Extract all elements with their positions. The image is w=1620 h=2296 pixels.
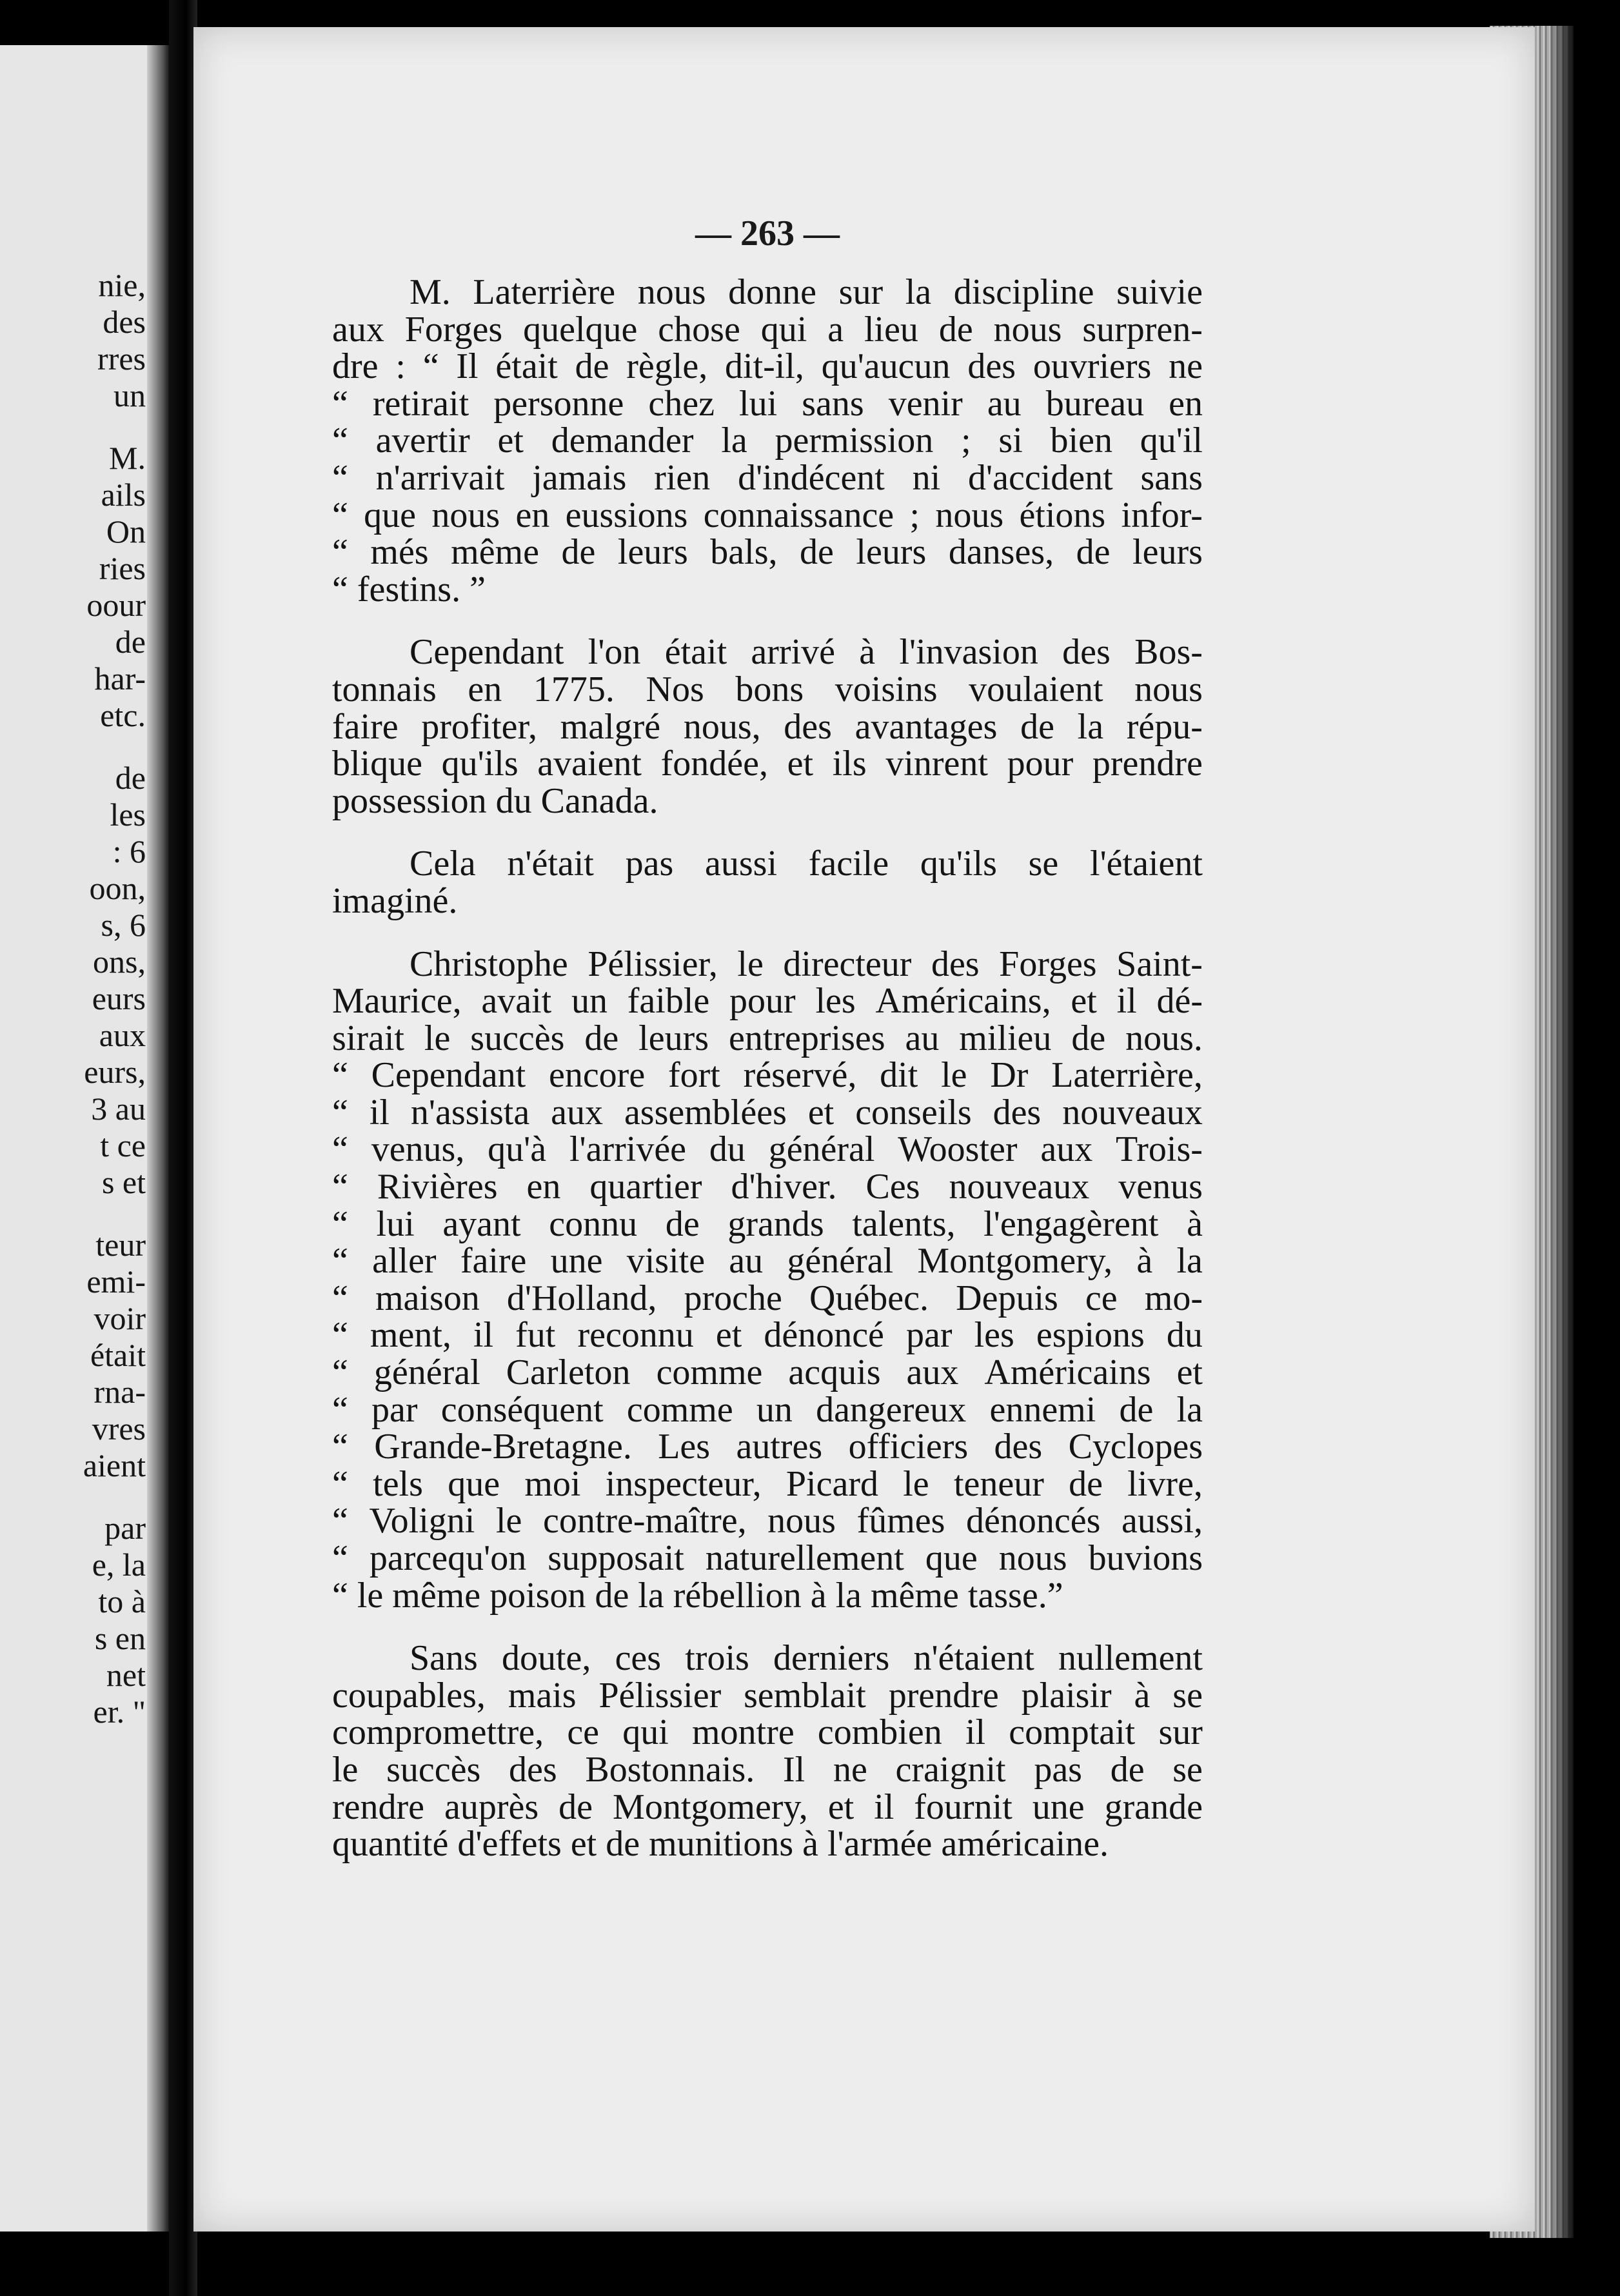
previous-page-fragment: etc. <box>100 697 146 733</box>
previous-page-fragment <box>83 1201 146 1227</box>
previous-page-fragment: s, 6 <box>101 907 146 943</box>
previous-page-fragment: M. <box>109 440 146 476</box>
text-line: Sans doute, ces trois derniers n'étaient nullement <box>410 1638 1203 1679</box>
previous-page-fragment <box>83 414 146 440</box>
text-line: “ avertir et demander la permission ; si bien qu'il <box>332 421 1203 461</box>
text-line: “ Grande-Bretagne. Les autres officiers des Cyclopes <box>332 1427 1203 1467</box>
previous-page-fragment: ries <box>99 550 146 586</box>
text-line: possession du Canada. <box>332 780 658 821</box>
text-line: quantité d'effets et de munitions à l'armée américaine. <box>332 1824 1109 1865</box>
previous-page-fragment: s et <box>101 1164 146 1200</box>
previous-page-fragment: On <box>106 513 146 549</box>
text-line: coupables, mais Pélissier semblait prendre plaisir à se <box>332 1675 1203 1716</box>
previous-page-strip <box>0 45 169 2232</box>
text-line: “ ment, il fut reconnu et dénoncé par les espions du <box>332 1315 1203 1356</box>
previous-page-fragment: vres <box>92 1410 146 1447</box>
previous-page-fragment: net <box>106 1657 146 1693</box>
previous-page-fragment: aux <box>99 1017 146 1053</box>
text-line: “ Cependant encore fort réservé, dit le Dr Laterrière, <box>332 1055 1203 1096</box>
previous-page-fragment: 3 au <box>91 1091 146 1127</box>
text-line: Maurice, avait un faible pour les Américains, et il dé- <box>332 981 1203 1022</box>
previous-page-fragment: oour <box>86 587 146 623</box>
text-line: Christophe Pélissier, le directeur des Forges Saint- <box>410 944 1203 984</box>
text-line: “ més même de leurs bals, de leurs danses, de leurs <box>332 532 1203 573</box>
text-line: “ par conséquent comme un dangereux ennemi de la <box>332 1389 1203 1430</box>
text-line: “ retirait personne chez lui sans venir au bureau en <box>332 383 1203 424</box>
previous-page-fragment: nie, <box>98 267 146 303</box>
previous-page-fragment: eurs <box>92 980 146 1016</box>
page-number: — 263 — <box>695 213 840 253</box>
previous-page-fragment <box>83 734 146 760</box>
text-line: “ le même poison de la rébellion à la même tasse.” <box>332 1575 1063 1616</box>
text-line: “ n'arrivait jamais rien d'indécent ni d'accident sans <box>332 457 1203 498</box>
previous-page-text-fragments <box>83 267 146 1730</box>
previous-page-fragment: t ce <box>100 1127 146 1163</box>
text-line: imaginé. <box>332 880 458 921</box>
text-line: “ festins. ” <box>332 569 486 609</box>
previous-page-fragment: était <box>90 1337 146 1373</box>
previous-page-fragment: : 6 <box>112 833 146 869</box>
previous-page-fragment: ails <box>101 477 146 513</box>
previous-page-fragment: har- <box>94 660 146 697</box>
previous-page-fragment: emi- <box>86 1263 146 1300</box>
previous-page-fragment: aient <box>83 1447 146 1483</box>
previous-page-fragment: voir <box>94 1300 146 1336</box>
previous-page-fragment: rres <box>97 341 146 377</box>
text-line: aux Forges quelque chose qui a lieu de nous surpren- <box>332 309 1203 350</box>
previous-page-fragment: oon, <box>89 870 146 906</box>
text-line: “ Voligni le contre-maître, nous fûmes dénoncés aussi, <box>332 1501 1203 1541</box>
text-line: “ venus, qu'à l'arrivée du général Wooster aux Trois- <box>332 1129 1203 1170</box>
text-line: “ il n'assista aux assemblées et conseils des nouveaux <box>332 1092 1203 1133</box>
paragraph <box>332 846 1203 920</box>
text-line: “ tels que moi inspecteur, Picard le teneur de livre, <box>332 1463 1203 1504</box>
text-line: sirait le succès de leurs entreprises au milieu de nous. <box>332 1018 1203 1058</box>
text-line: “ maison d'Holland, proche Québec. Depuis ce mo- <box>332 1278 1203 1318</box>
previous-page-fragment: e, la <box>92 1547 146 1583</box>
text-line: compromettre, ce qui montre combien il comptait sur <box>332 1712 1203 1753</box>
previous-page-fragment: des <box>103 304 146 340</box>
page-gutter-shadow <box>147 45 169 2232</box>
previous-page-fragment: er. " <box>93 1694 146 1730</box>
text-line: rendre auprès de Montgomery, et il fournit une grande <box>332 1786 1203 1827</box>
previous-page-fragment: par <box>104 1510 146 1546</box>
text-line: “ lui ayant connu de grands talents, l'engagèrent à <box>332 1203 1203 1244</box>
previous-page-fragment: de <box>115 760 146 796</box>
previous-page-fragment: les <box>110 797 146 833</box>
text-line: M. Laterrière nous donne sur la discipline suivie <box>410 272 1203 312</box>
previous-page-fragment: eurs, <box>84 1054 146 1090</box>
previous-page-fragment: rna- <box>94 1374 146 1410</box>
previous-page-fragment <box>83 1484 146 1510</box>
text-line: faire profiter, malgré nous, des avantages de la répu- <box>332 706 1203 747</box>
previous-page-fragment: de <box>115 624 146 660</box>
text-line: blique qu'ils avaient fondée, et ils vinrent pour prendre <box>332 744 1203 784</box>
paragraph <box>332 946 1203 1615</box>
text-line: Cela n'était pas aussi facile qu'ils se l'étaient <box>410 844 1203 884</box>
text-line: “ Rivières en quartier d'hiver. Ces nouveaux venus <box>332 1167 1203 1207</box>
previous-page-fragment: teur <box>95 1227 146 1263</box>
text-line: “ aller faire une visite au général Montgomery, à la <box>332 1241 1203 1282</box>
text-line: “ général Carleton comme acquis aux Américains et <box>332 1352 1203 1393</box>
text-line: le succès des Bostonnais. Il ne craignit pas de se <box>332 1749 1203 1790</box>
text-line: tonnais en 1775. Nos bons voisins voulaient nous <box>332 669 1203 709</box>
paragraph <box>332 634 1203 820</box>
previous-page-fragment: s en <box>94 1620 146 1656</box>
text-line: “ parcequ'on supposait naturellement que nous buvions <box>332 1538 1203 1578</box>
text-line: “ que nous en eussions connaissance ; nous étions infor- <box>332 495 1203 535</box>
previous-page-fragment: to à <box>98 1583 146 1619</box>
text-line: dre : “ Il était de règle, dit-il, qu'aucun des ouvriers ne <box>332 346 1203 387</box>
previous-page-fragment: un <box>114 377 146 413</box>
paragraph <box>332 1640 1203 1863</box>
paragraph <box>332 274 1203 608</box>
previous-page-fragment: ons, <box>93 944 146 980</box>
text-line: Cependant l'on était arrivé à l'invasion des Bos- <box>410 632 1203 673</box>
page-body <box>332 274 1203 1863</box>
